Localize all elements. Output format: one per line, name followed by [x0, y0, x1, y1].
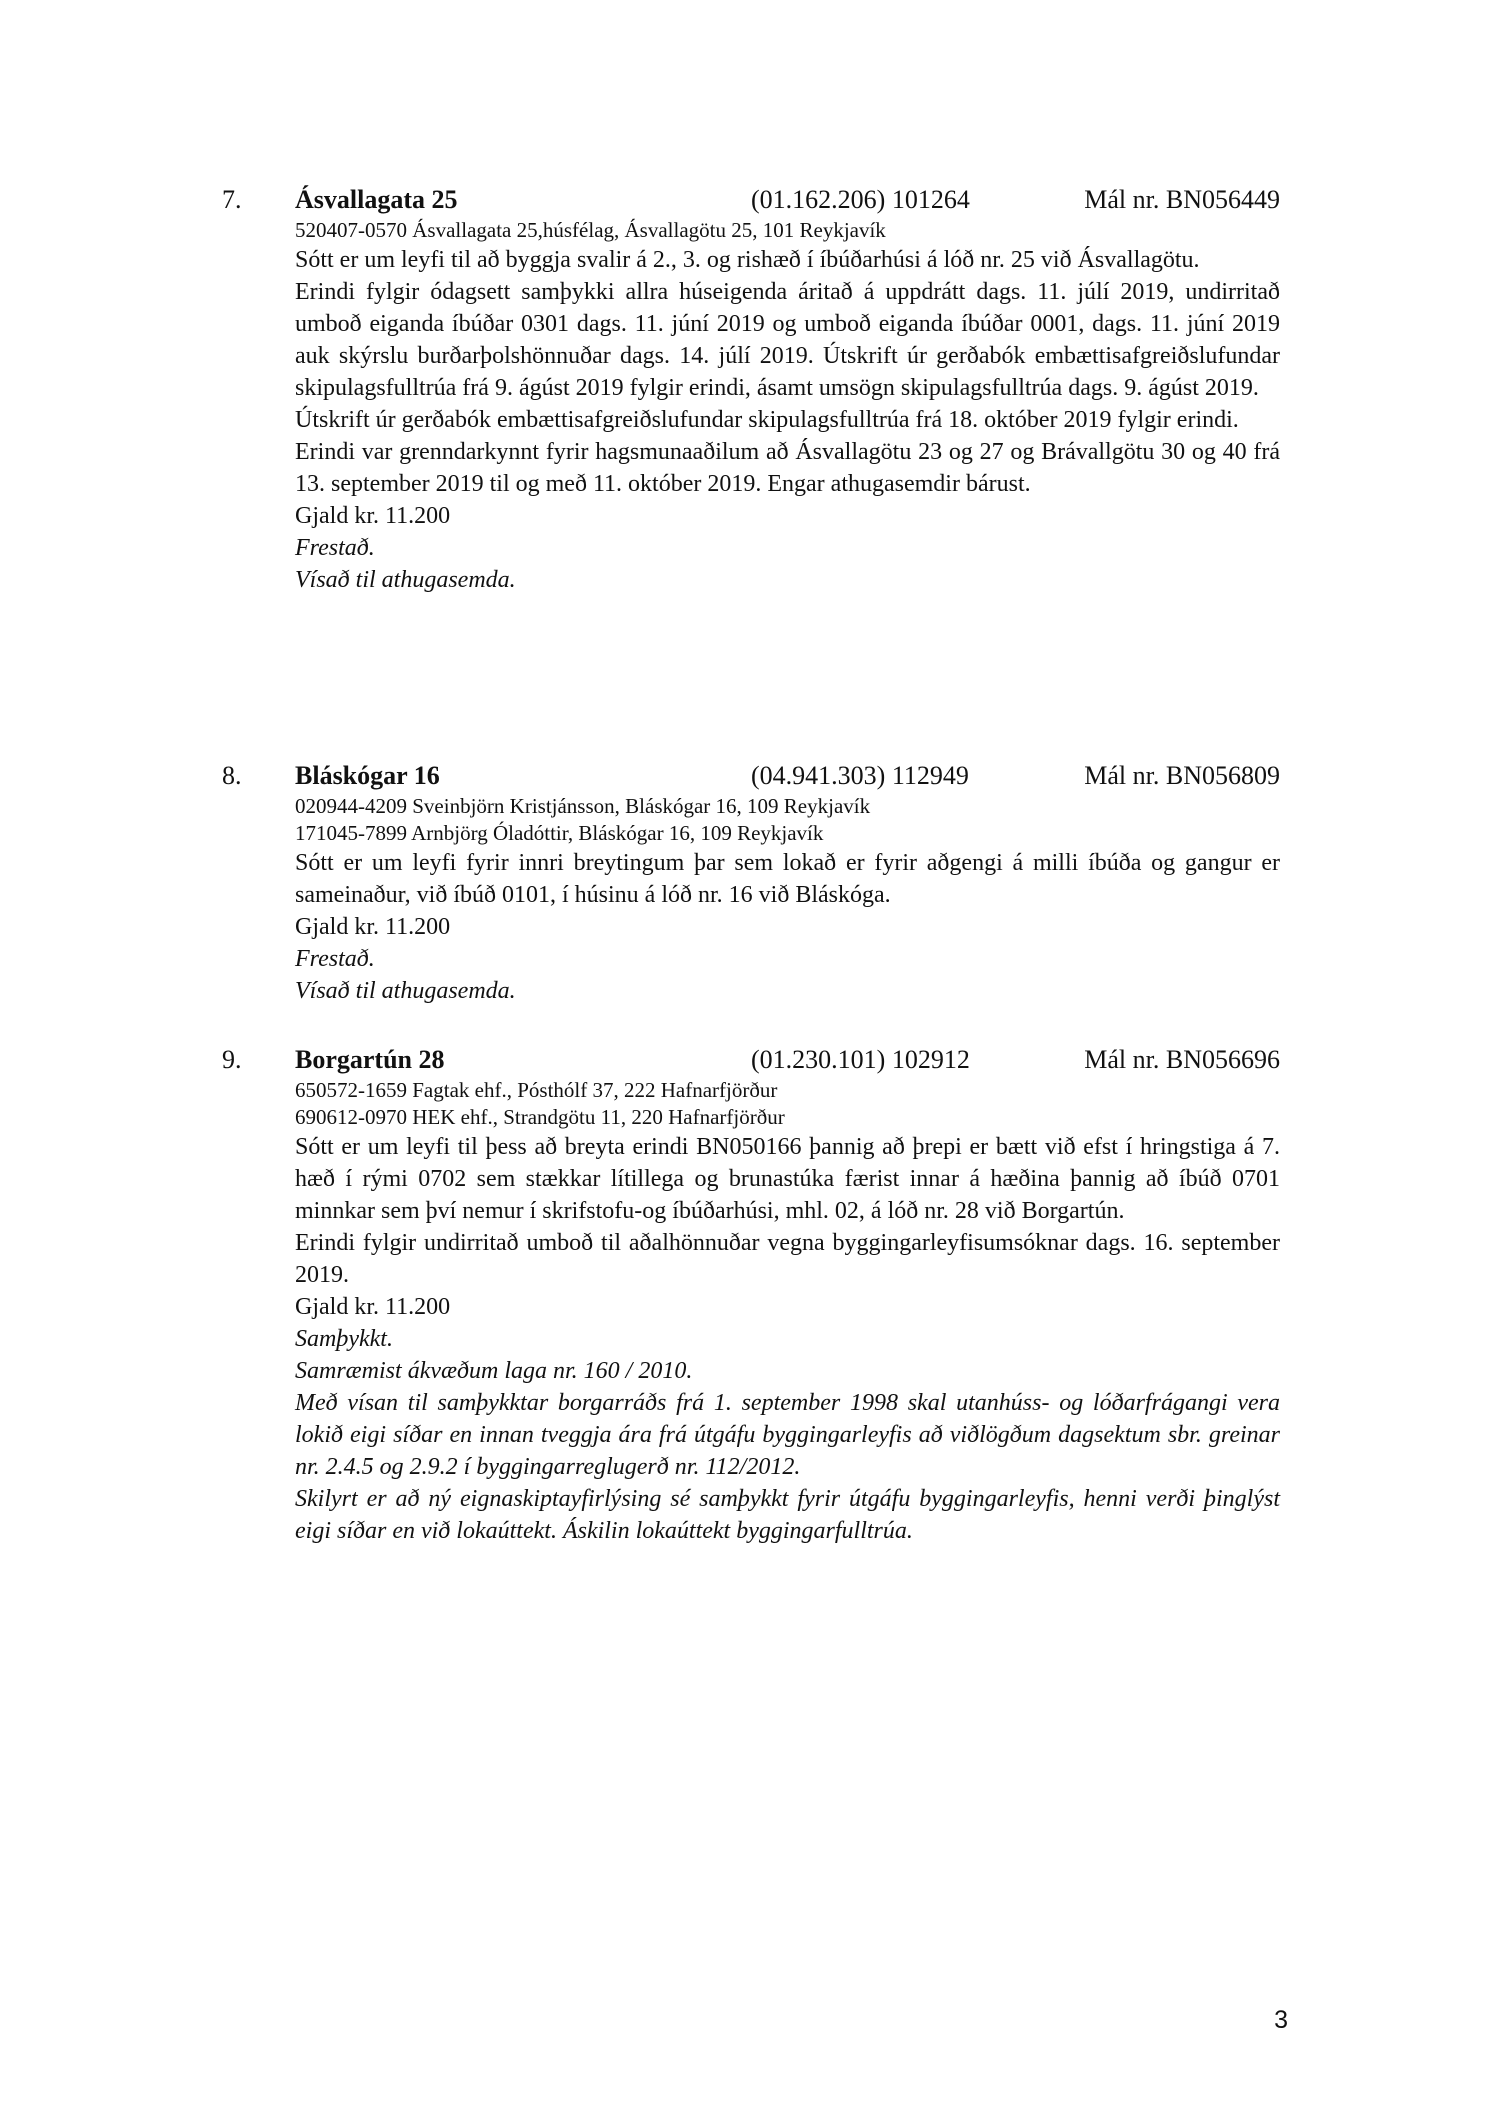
case-number: Mál nr. BN056809 [1084, 761, 1280, 790]
fee-line: Gjald kr. 11.200 [295, 914, 451, 940]
property-address: Borgartún 28 [295, 1045, 445, 1074]
decision-text: Samræmist ákvæðum laga nr. 160 / 2010. [295, 1358, 693, 1384]
applicant: 020944-4209 Sveinbjörn Kristjánsson, Bláskógar 16, 109 Reykjavík [295, 794, 871, 818]
applicant: 650572-1659 Fagtak ehf., Pósthólf 37, 222 Hafnarfjörður [295, 1078, 778, 1102]
decision-text: Skilyrt er að ný eignaskiptayfirlýsing sé samþykkt fyrir útgáfu byggingarleyfis, henni verði þinglýst eigi síðar en við lokaúttekt. Áskilin lokaúttekt byggingarfulltrúa. [295, 1486, 1280, 1544]
case-header [222, 759, 1280, 793]
applicant: 171045-7899 Arnbjörg Óladóttir, Bláskógar 16, 109 Reykjavík [295, 821, 824, 845]
case-paragraph: Erindi fylgir ódagsett samþykki allra húseigenda áritað á uppdrátt dags. 11. júlí 2019, undirritað umboð eiganda íbúðar 0301 dags. 11. júní 2019 og umboð eiganda íbúðar 0001, dags. 11. júní 2019 auk skýrslu burðarþolshönnuðar dags. 14. júlí 2019. Útskrift úr gerðabók embættisafgreiðslufundar skipulagsfulltrúa frá 9. ágúst 2019 fylgir erindi, ásamt umsögn skipulagsfulltrúa dags. 9. ágúst 2019. [295, 279, 1280, 401]
property-address: Ásvallagata 25 [295, 185, 458, 214]
case-paragraph: Sótt er um leyfi til að byggja svalir á 2., 3. og rishæð í íbúðarhúsi á lóð nr. 25 við Ásvallagötu. [295, 247, 1200, 273]
case-paragraph: Erindi fylgir undirritað umboð til aðalhönnuðar vegna byggingarleyfisumsóknar dags. 16. september 2019. [295, 1230, 1280, 1288]
case-paragraph: Sótt er um leyfi fyrir innri breytingum þar sem lokað er fyrir aðgengi á milli íbúða og gangur er sameinaður, við íbúð 0101, í húsinu á lóð nr. 16 við Bláskóga. [295, 850, 1280, 908]
case-header [222, 1043, 1280, 1077]
lot-number: (01.230.101) 102912 [751, 1045, 970, 1074]
case-paragraph: Útskrift úr gerðabók embættisafgreiðslufundar skipulagsfulltrúa frá 18. október 2019 fylgir erindi. [295, 407, 1239, 433]
item-number: 8. [222, 761, 242, 790]
fee-line: Gjald kr. 11.200 [295, 503, 451, 529]
case-body [295, 217, 1280, 596]
lot-number: (01.162.206) 101264 [751, 185, 970, 214]
case-number: Mál nr. BN056449 [1084, 185, 1280, 214]
case-number: Mál nr. BN056696 [1084, 1045, 1280, 1074]
case-item-9 [222, 1043, 1280, 1547]
decision-text: Með vísan til samþykktar borgarráðs frá 1. september 1998 skal utanhúss- og lóðarfrágangi vera lokið eigi síðar en innan tveggja ára frá útgáfu byggingarleyfis að viðlögðum dagsektum sbr. greinar nr. 2.4.5 og 2.9.2 í byggingarreglugerð nr. 112/2012. [295, 1390, 1280, 1480]
case-paragraph: Sótt er um leyfi til þess að breyta erindi BN050166 þannig að þrepi er bætt við efst í hringstiga á 7. hæð í rými 0702 sem stækkar lítillega og brunastúka færist innar á hæðina þannig að íbúð 0701 minnkar sem því nemur í skrifstofu-og íbúðarhúsi, mhl. 02, á lóð nr. 28 við Borgartún. [295, 1134, 1280, 1224]
lot-number: (04.941.303) 112949 [751, 761, 969, 790]
applicant: 520407-0570 Ásvallagata 25,húsfélag, Ásvallagötu 25, 101 Reykjavík [295, 218, 886, 242]
item-number: 9. [222, 1045, 242, 1074]
property-address: Bláskógar 16 [295, 761, 440, 790]
decision-text: Vísað til athugasemda. [295, 567, 516, 593]
case-paragraph: Erindi var grenndarkynnt fyrir hagsmunaaðilum að Ásvallagötu 23 og 27 og Brávallgötu 30 og 40 frá 13. september 2019 til og með 11. október 2019. Engar athugasemdir bárust. [295, 439, 1280, 497]
decision-text: Samþykkt. [295, 1326, 393, 1352]
case-item-8 [222, 759, 1280, 1007]
case-body [295, 793, 1280, 1007]
case-header [222, 183, 1280, 217]
case-body [295, 1077, 1280, 1547]
page-number: 3 [1274, 2006, 1288, 2034]
decision-text: Frestað. [295, 946, 375, 972]
decision-text: Vísað til athugasemda. [295, 978, 516, 1004]
fee-line: Gjald kr. 11.200 [295, 1294, 451, 1320]
case-item-7 [222, 183, 1280, 596]
applicant: 690612-0970 HEK ehf., Strandgötu 11, 220 Hafnarfjörður [295, 1105, 785, 1129]
item-number: 7. [222, 185, 242, 214]
decision-text: Frestað. [295, 535, 375, 561]
